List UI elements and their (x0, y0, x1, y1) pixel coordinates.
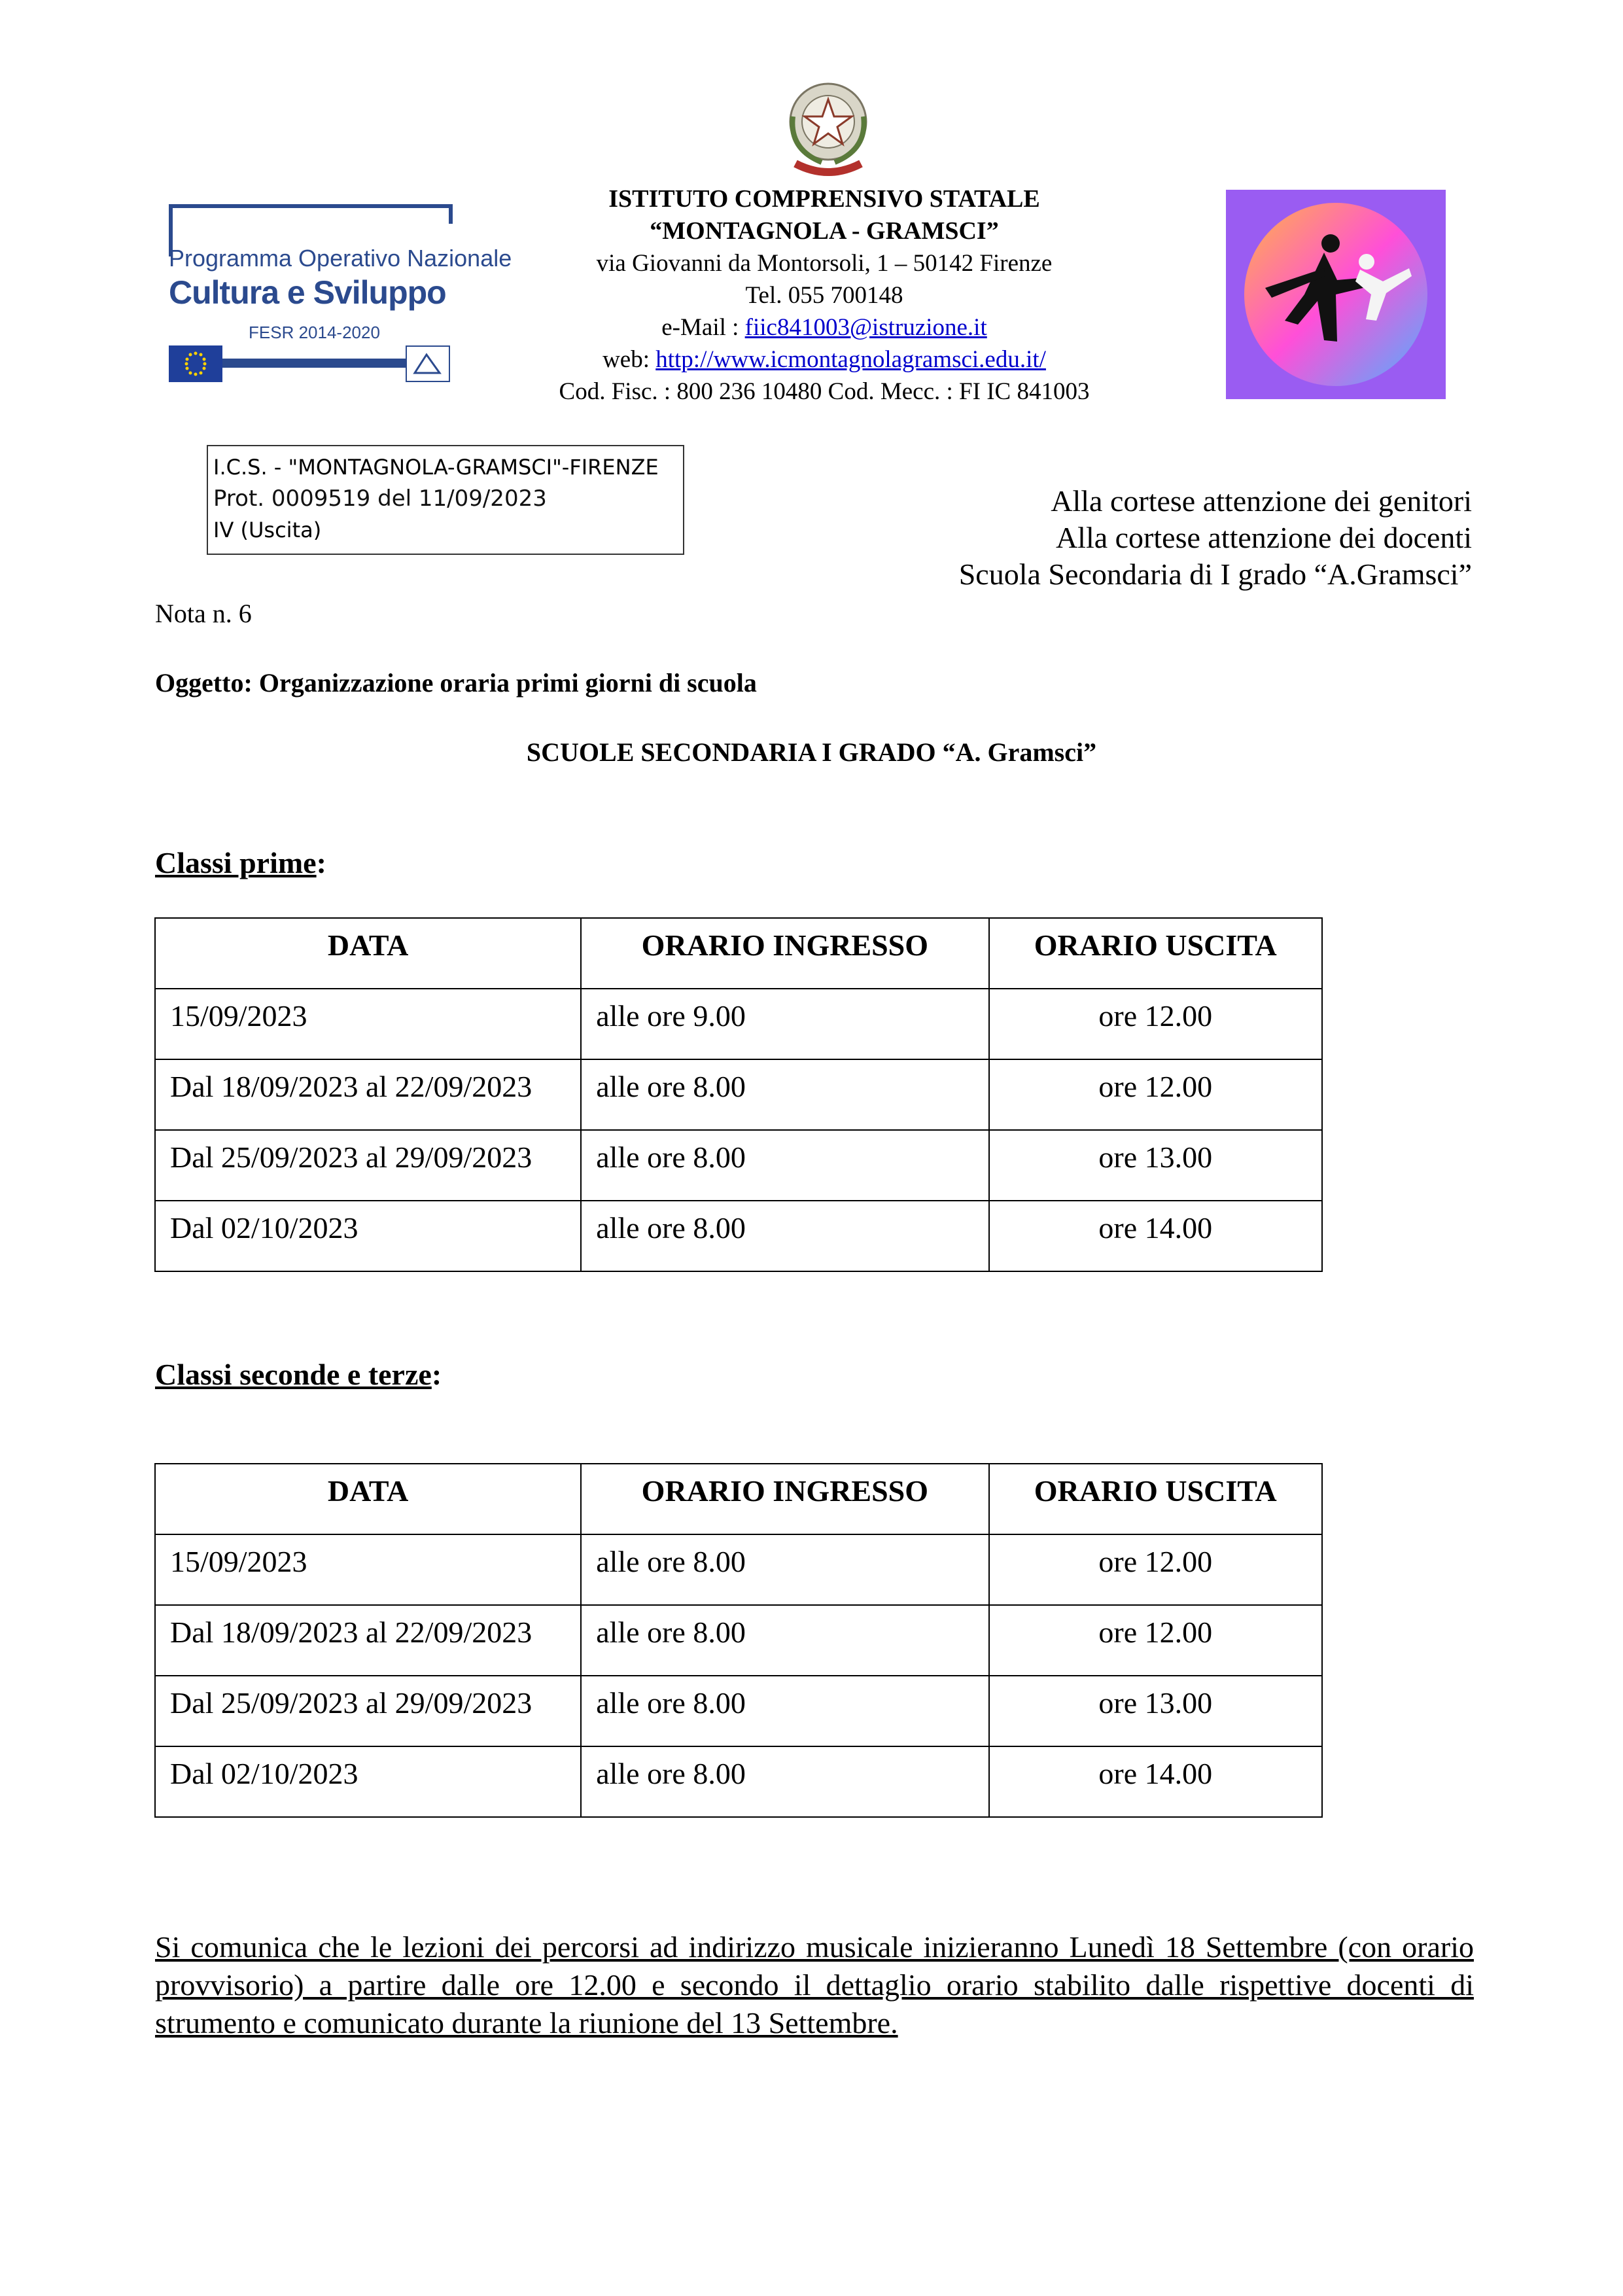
cell-exit: ore 13.00 (989, 1130, 1322, 1201)
cell-date: Dal 25/09/2023 al 29/09/2023 (155, 1676, 581, 1746)
cell-date: Dal 18/09/2023 al 22/09/2023 (155, 1059, 581, 1130)
cell-entry: alle ore 8.00 (581, 1059, 988, 1130)
column-header: ORARIO INGRESSO (581, 1464, 988, 1534)
cell-entry: alle ore 8.00 (581, 1130, 988, 1201)
school-codes: Cod. Fisc. : 800 236 10480 Cod. Mecc. : FI IC 841003 (559, 378, 1090, 405)
column-header: ORARIO USCITA (989, 1464, 1322, 1534)
school-subname: “MONTAGNOLA - GRAMSCI” (650, 217, 999, 245)
closing-note: Si comunica che le lezioni dei percorsi ad indirizzo musicale inizieranno Lunedì 18 Settembre (con orario provvisorio) a partire dalle ore 12.00 e secondo il dettaglio orario stabilito dalle rispettive docenti di strumento e comunicato durante la riunione del 13 Settembre. (155, 1930, 1474, 2040)
table1-heading-text: Classi prime (155, 846, 317, 879)
pon-logo-line1: Programma Operativo Nazionale (169, 245, 512, 272)
protocol-line1: I.C.S. - "MONTAGNOLA-GRAMSCI"-FIRENZE (213, 455, 659, 480)
table-header-row (155, 918, 1322, 989)
school-address: via Giovanni da Montorsoli, 1 – 50142 Firenze (596, 250, 1053, 277)
table-row (155, 1676, 1322, 1746)
table-row (155, 989, 1322, 1059)
web-link[interactable]: http://www.icmontagnolagramsci.edu.it/ (655, 346, 1046, 373)
table-row (155, 1746, 1322, 1817)
cell-entry: alle ore 8.00 (581, 1201, 988, 1271)
cell-date: Dal 02/10/2023 (155, 1201, 581, 1271)
table-row (155, 1201, 1322, 1271)
schedule-table-first-classes (154, 917, 1323, 1272)
cell-exit: ore 12.00 (989, 1534, 1322, 1605)
column-header: DATA (155, 1464, 581, 1534)
protocol-stamp (207, 445, 684, 555)
eu-flag-icon (169, 345, 222, 382)
recipient-line: Alla cortese attenzione dei genitori (1051, 484, 1472, 518)
recipient-line: Scuola Secondaria di I grado “A.Gramsci” (958, 557, 1472, 591)
email-label: e-Mail : (661, 314, 745, 341)
dance-logo-icon (1226, 190, 1446, 399)
cell-entry: alle ore 8.00 (581, 1676, 988, 1746)
school-web-line (497, 344, 1151, 376)
pon-logo-line3: FESR 2014-2020 (249, 323, 380, 342)
table-row (155, 1059, 1322, 1130)
protocol-line3: IV (Uscita) (213, 518, 322, 542)
cell-exit: ore 12.00 (989, 1059, 1322, 1130)
column-header: DATA (155, 918, 581, 989)
column-header: ORARIO USCITA (989, 918, 1322, 989)
cell-exit: ore 12.00 (989, 1605, 1322, 1676)
table-row (155, 1534, 1322, 1605)
school-header (497, 183, 1151, 408)
table2-heading-colon: : (431, 1358, 442, 1391)
cell-date: Dal 18/09/2023 al 22/09/2023 (155, 1605, 581, 1676)
cell-date: 15/09/2023 (155, 989, 581, 1059)
italian-emblem-icon (776, 71, 881, 182)
school-email-line (497, 311, 1151, 344)
emblem-small-icon (406, 345, 450, 382)
section-title: SCUOLE SECONDARIA I GRADO “A. Gramsci” (526, 737, 1097, 767)
school-name: ISTITUTO COMPRENSIVO STATALE (608, 185, 1040, 213)
pon-logo-line2: Cultura e Sviluppo (169, 274, 446, 311)
cell-exit: ore 14.00 (989, 1201, 1322, 1271)
cell-entry: alle ore 8.00 (581, 1605, 988, 1676)
cell-entry: alle ore 9.00 (581, 989, 988, 1059)
email-link[interactable]: fiic841003@istruzione.it (744, 314, 987, 341)
table-row (155, 1130, 1322, 1201)
cell-entry: alle ore 8.00 (581, 1746, 988, 1817)
table1-heading (155, 845, 326, 880)
table1-heading-colon: : (316, 846, 326, 879)
cell-exit: ore 14.00 (989, 1746, 1322, 1817)
table2-heading-text: Classi seconde e terze (155, 1358, 432, 1391)
column-header: ORARIO INGRESSO (581, 918, 988, 989)
cell-entry: alle ore 8.00 (581, 1534, 988, 1605)
table-row (155, 1605, 1322, 1676)
cell-exit: ore 12.00 (989, 989, 1322, 1059)
cell-date: Dal 02/10/2023 (155, 1746, 581, 1817)
protocol-number: Prot. 0009519 del 11/09/2023 (213, 486, 547, 512)
schedule-table-second-third-classes (154, 1463, 1323, 1818)
web-label: web: (602, 346, 656, 373)
table2-heading (155, 1357, 442, 1392)
school-tel: Tel. 055 700148 (745, 282, 903, 309)
cell-date: 15/09/2023 (155, 1534, 581, 1605)
recipient-line: Alla cortese attenzione dei docenti (1055, 521, 1472, 554)
nota-number: Nota n. 6 (155, 599, 252, 628)
cell-exit: ore 13.00 (989, 1676, 1322, 1746)
pon-logo (169, 204, 512, 387)
table-header-row (155, 1464, 1322, 1534)
subject-line: Oggetto: Organizzazione oraria primi giorni di scuola (155, 668, 757, 698)
recipients (785, 483, 1472, 593)
cell-date: Dal 25/09/2023 al 29/09/2023 (155, 1130, 581, 1201)
